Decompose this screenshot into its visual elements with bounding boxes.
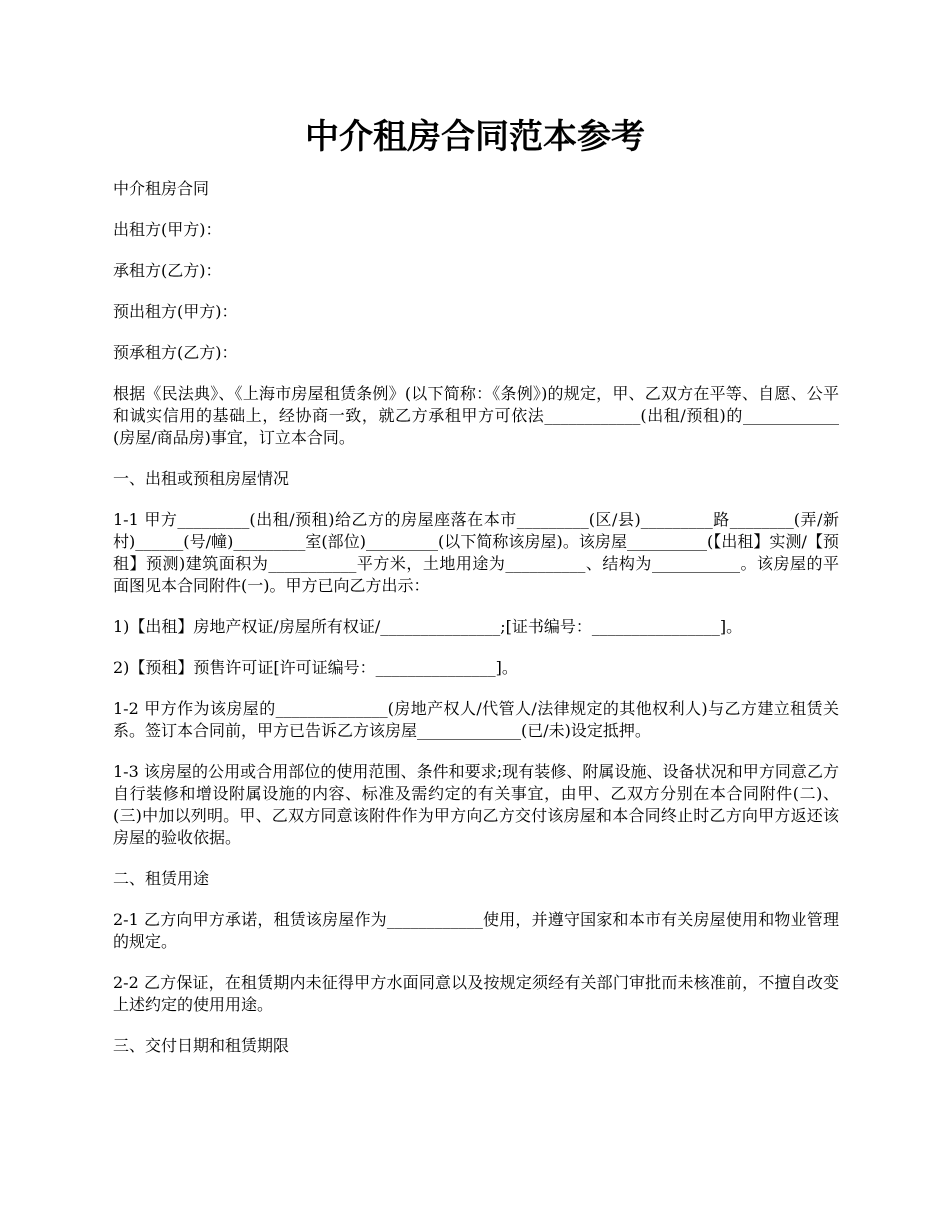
section-heading-3: 三、交付日期和租赁期限 — [113, 1036, 290, 1055]
clause-1-1-item-2: 2)【预租】预售许可证[许可证编号：_______________]。 — [113, 658, 518, 677]
paragraph-preamble: 根据《民法典》、《上海市房屋租赁条例》(以下简称：《条例》)的规定，甲、乙双方在平等、自愿、公平和诚实信用的基础上，经协商一致，就乙方承租甲方可依法____________(出租/预租)的____________(房屋/商品房)事宜，订立本合同。 — [113, 384, 839, 447]
clause-1-3: 1-3 该房屋的公用或合用部位的使用范围、条件和要求;现有装修、附属设施、设备状况和甲方同意乙方自行装修和增设附属设施的内容、标准及需约定的有关事宜，由甲、乙双方分别在本合同附件(二)、(三)中加以列明。甲、乙双方同意该附件作为甲方向乙方交付该房屋和本合同终止时乙方向甲方返还该房屋的验收依据。 — [113, 762, 839, 847]
document-body — [113, 178, 839, 1076]
section-heading-1: 一、出租或预租房屋情况 — [113, 469, 290, 488]
clause-2-1: 2-1 乙方向甲方承诺，租赁该房屋作为____________使用，并遵守国家和本市有关房屋使用和物业管理的规定。 — [113, 910, 839, 951]
paragraph-contract-name: 中介租房合同 — [113, 179, 210, 198]
paragraph-lessee: 承租方(乙方)： — [113, 261, 222, 280]
paragraph-lessor: 出租方(甲方)： — [113, 220, 222, 239]
clause-1-1-item-1: 1)【出租】房地产权证/房屋所有权证/_______________;[证书编号：________________]。 — [113, 617, 743, 636]
document-title: 中介租房合同范本参考 — [305, 117, 645, 157]
paragraph-pre-lessor: 预出租方(甲方)： — [113, 302, 238, 321]
section-heading-2: 二、租赁用途 — [113, 869, 210, 888]
paragraph-pre-lessee: 预承租方(乙方)： — [113, 343, 238, 362]
clause-1-2: 1-2 甲方作为该房屋的______________(房地产权人/代管人/法律规定的其他权利人)与乙方建立租赁关系。签订本合同前，甲方已告诉乙方该房屋_____________(已/未)设定抵押。 — [113, 699, 839, 740]
clause-2-2: 2-2 乙方保证，在租赁期内未征得甲方水面同意以及按规定须经有关部门审批而未核准前，不擅自改变上述约定的使用用途。 — [113, 973, 839, 1014]
clause-1-1: 1-1 甲方_________(出租/预租)给乙方的房屋座落在本市_________(区/县)_________路________(弄/新村)______(号/幢)_________室(部位)_________(以下简称该房屋)。该房屋__________(【出租】实测/【预租】预测)建筑面积为___________平方米，土地用途为__________、结构为___________。该房屋的平面图见本合同附件(一)。甲方已向乙方出示： — [113, 510, 839, 595]
